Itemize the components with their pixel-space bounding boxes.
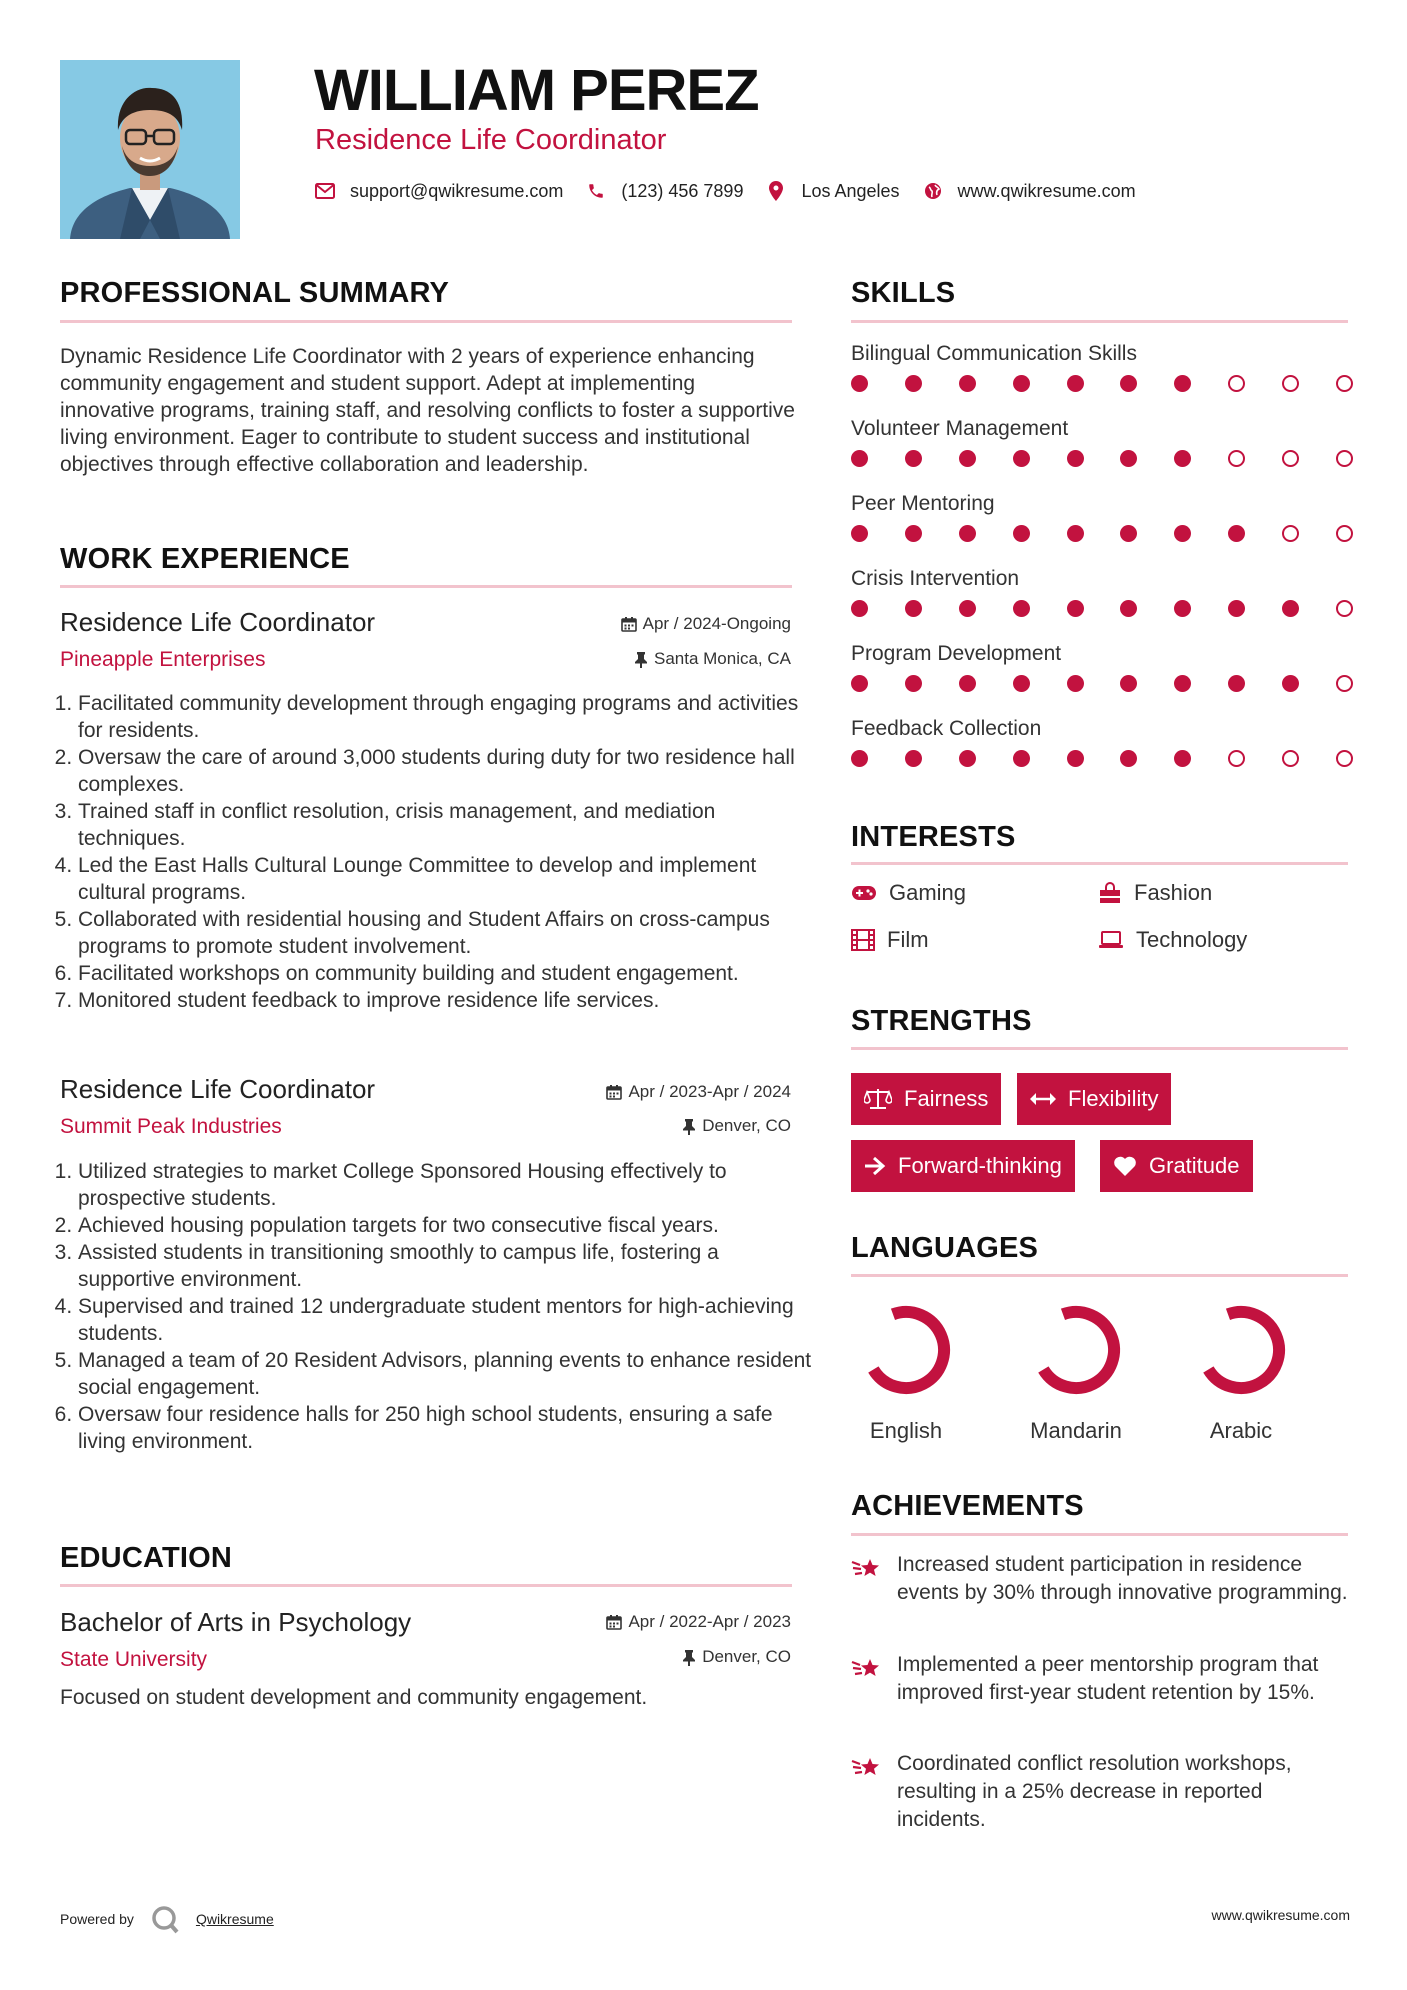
rating-dot-filled: [959, 600, 976, 617]
rating-dot-filled: [1067, 600, 1084, 617]
arrow-right-icon: [864, 1156, 886, 1176]
globe-icon: [922, 180, 944, 202]
profile-photo: [60, 60, 240, 239]
list-item: 6. Oversaw four residence halls for 250 high school students, ensuring a safe living environment.: [78, 1401, 813, 1455]
rating-dot-filled: [1013, 600, 1030, 617]
rating-dot-empty: [1282, 750, 1299, 767]
strength-tag: Fairness: [851, 1073, 1001, 1125]
heart-icon: [1113, 1155, 1137, 1177]
rating-dot-filled: [851, 750, 868, 767]
job-date: Apr / 2024-Ongoing: [450, 614, 791, 634]
summary-divider: [60, 320, 792, 323]
rating-dot-empty: [1336, 750, 1353, 767]
rating-dot-empty: [1228, 375, 1245, 392]
achievement-item: Implemented a peer mentorship program that improved first-year student retention by 15%.: [851, 1651, 1351, 1707]
rating-dot-filled: [959, 750, 976, 767]
laptop-icon: [1098, 930, 1124, 950]
achievements-heading: ACHIEVEMENTS: [851, 1490, 1084, 1522]
rating-dot-filled: [1282, 600, 1299, 617]
rating-dot-filled: [1120, 450, 1137, 467]
calendar-icon: [621, 616, 637, 632]
education-degree: Bachelor of Arts in Psychology: [60, 1607, 412, 1637]
languages-divider: [851, 1274, 1348, 1277]
education-description: Focused on student development and community engagement.: [60, 1686, 648, 1709]
rating-dot-filled: [1013, 375, 1030, 392]
rating-dot-filled: [851, 675, 868, 692]
shooting-star-icon: [851, 1653, 881, 1683]
map-pin-icon: [765, 180, 787, 202]
skill-row: [851, 565, 1353, 640]
skill-rating: [851, 525, 1353, 542]
rating-dot-filled: [1013, 450, 1030, 467]
list-item: 7. Monitored student feedback to improve residence life services.: [78, 987, 813, 1014]
list-item: 2. Achieved housing population targets for two consecutive fiscal years.: [78, 1212, 813, 1239]
rating-dot-filled: [1067, 375, 1084, 392]
candidate-title: Residence Life Coordinator: [315, 124, 667, 156]
strengths-divider: [851, 1047, 1348, 1050]
job-location: Santa Monica, CA: [450, 649, 791, 669]
skill-name: Bilingual Communication Skills: [851, 342, 1137, 365]
interests-heading: INTERESTS: [851, 821, 1016, 853]
rating-dot-filled: [1067, 450, 1084, 467]
summary-heading: PROFESSIONAL SUMMARY: [60, 277, 450, 309]
rating-dot-empty: [1336, 525, 1353, 542]
interest-film: Film: [851, 927, 929, 953]
rating-dot-filled: [959, 375, 976, 392]
list-item: 2. Oversaw the care of around 3,000 students during duty for two residence hall complexes.: [78, 744, 813, 798]
rating-dot-filled: [851, 375, 868, 392]
footer-brand: [60, 1904, 274, 1934]
qwikresume-logo-icon: [150, 1904, 180, 1934]
skill-name: Peer Mentoring: [851, 492, 995, 515]
language-ring-arc: [1208, 1312, 1279, 1388]
skill-row: [851, 490, 1353, 565]
rating-dot-filled: [905, 525, 922, 542]
arrows-horizontal-icon: [1030, 1092, 1056, 1106]
language-ring-arc: [1043, 1312, 1114, 1388]
education-location: Denver, CO: [450, 1647, 791, 1667]
language-arabic: Arabic: [1176, 1300, 1306, 1444]
rating-dot-filled: [1174, 600, 1191, 617]
job-title: Residence Life Coordinator: [60, 1074, 376, 1104]
brand-link[interactable]: Qwikresume: [195, 1911, 274, 1927]
skill-row: [851, 715, 1353, 790]
strength-tag: Flexibility: [1017, 1073, 1171, 1125]
skill-name: Program Development: [851, 642, 1062, 665]
rating-dot-filled: [1228, 600, 1245, 617]
skills-list: [851, 340, 1353, 790]
list-item: 1. Facilitated community development through engaging programs and activities for residents.: [78, 690, 813, 744]
rating-dot-filled: [1013, 675, 1030, 692]
film-icon: [851, 929, 875, 951]
rating-dot-filled: [1228, 675, 1245, 692]
rating-dot-filled: [1174, 675, 1191, 692]
skill-rating: [851, 450, 1353, 467]
experience-heading: WORK EXPERIENCE: [60, 543, 350, 575]
interest-technology: Technology: [1098, 927, 1247, 953]
pushpin-icon: [682, 1649, 696, 1666]
rating-dot-filled: [905, 675, 922, 692]
rating-dot-filled: [1174, 450, 1191, 467]
phone-icon: [585, 180, 607, 202]
rating-dot-filled: [1228, 525, 1245, 542]
strength-tag: Gratitude: [1100, 1140, 1253, 1192]
skill-row: [851, 340, 1353, 415]
rating-dot-filled: [1120, 675, 1137, 692]
job-location: Denver, CO: [450, 1116, 791, 1136]
list-item: 5. Collaborated with residential housing and Student Affairs on cross-campus programs to promote student involvement.: [78, 906, 813, 960]
rating-dot-empty: [1336, 600, 1353, 617]
summary-text: Dynamic Residence Life Coordinator with 2 years of experience enhancing community engagement and student support. Adept at implementing innovative programs, training staff, and resolving conflicts to foster a supportive living environment. Eager to contribute to student success and institutional objectives through effective collaboration and leadership.: [60, 345, 795, 476]
rating-dot-filled: [1120, 375, 1137, 392]
rating-dot-filled: [1067, 675, 1084, 692]
rating-dot-filled: [1120, 600, 1137, 617]
powered-by-label: Powered by: [60, 1911, 134, 1927]
rating-dot-filled: [851, 525, 868, 542]
rating-dot-filled: [1120, 525, 1137, 542]
list-item: 4. Led the East Halls Cultural Lounge Committee to develop and implement cultural programs.: [78, 852, 813, 906]
achievement-item: Increased student participation in residence events by 30% through innovative programming.: [851, 1551, 1351, 1607]
education-heading: EDUCATION: [60, 1542, 233, 1574]
rating-dot-filled: [1013, 750, 1030, 767]
interest-gaming: Gaming: [851, 880, 966, 906]
rating-dot-filled: [1174, 750, 1191, 767]
rating-dot-filled: [1067, 750, 1084, 767]
rating-dot-filled: [851, 600, 868, 617]
envelope-icon: [314, 180, 336, 202]
achievements-divider: [851, 1533, 1348, 1536]
contact-phone[interactable]: (123) 456 7899: [621, 180, 744, 201]
rating-dot-filled: [905, 600, 922, 617]
rating-dot-filled: [1174, 525, 1191, 542]
language-ring: [1191, 1300, 1291, 1400]
rating-dot-filled: [1013, 525, 1030, 542]
list-item: 3. Assisted students in transitioning smoothly to campus life, fostering a supportive environment.: [78, 1239, 813, 1293]
rating-dot-filled: [851, 450, 868, 467]
rating-dot-filled: [959, 525, 976, 542]
rating-dot-empty: [1282, 375, 1299, 392]
pushpin-icon: [682, 1118, 696, 1135]
strength-tag: Forward-thinking: [851, 1140, 1075, 1192]
calendar-icon: [606, 1614, 622, 1630]
gamepad-icon: [851, 884, 877, 902]
rating-dot-filled: [1120, 750, 1137, 767]
skills-divider: [851, 320, 1348, 323]
skills-heading: SKILLS: [851, 277, 956, 309]
rating-dot-filled: [959, 675, 976, 692]
contact-bar: [314, 176, 1158, 206]
rating-dot-filled: [959, 450, 976, 467]
job-company: Summit Peak Industries: [60, 1115, 282, 1138]
language-english: English: [841, 1300, 971, 1444]
strengths-heading: STRENGTHS: [851, 1005, 1032, 1037]
interests-divider: [851, 862, 1348, 865]
rating-dot-filled: [1174, 375, 1191, 392]
footer-url[interactable]: www.qwikresume.com: [1211, 1907, 1350, 1923]
language-ring: [1026, 1300, 1126, 1400]
skill-rating: [851, 600, 1353, 617]
education-school: State University: [60, 1648, 208, 1671]
achievement-item: Coordinated conflict resolution workshops, resulting in a 25% decrease in reported incidents.: [851, 1750, 1351, 1834]
calendar-icon: [606, 1084, 622, 1100]
rating-dot-empty: [1228, 750, 1245, 767]
rating-dot-empty: [1336, 375, 1353, 392]
contact-location: Los Angeles: [801, 180, 900, 201]
skill-rating: [851, 675, 1353, 692]
skill-rating: [851, 750, 1353, 767]
language-mandarin: Mandarin: [1011, 1300, 1141, 1444]
rating-dot-empty: [1336, 450, 1353, 467]
job-company: Pineapple Enterprises: [60, 648, 266, 671]
job-date: Apr / 2023-Apr / 2024: [450, 1082, 791, 1102]
job-bullets: [60, 690, 813, 1014]
interest-fashion: Fashion: [1098, 880, 1212, 906]
rating-dot-filled: [1282, 675, 1299, 692]
list-item: 3. Trained staff in conflict resolution, crisis management, and mediation techniques.: [78, 798, 813, 852]
experience-divider: [60, 585, 792, 588]
job-title: Residence Life Coordinator: [60, 607, 376, 637]
rating-dot-filled: [905, 750, 922, 767]
education-divider: [60, 1584, 792, 1587]
rating-dot-empty: [1336, 675, 1353, 692]
languages-heading: LANGUAGES: [851, 1232, 1039, 1264]
skill-row: [851, 415, 1353, 490]
shooting-star-icon: [851, 1752, 881, 1782]
contact-email[interactable]: support@qwikresume.com: [350, 180, 564, 201]
list-item: 5. Managed a team of 20 Resident Advisors, planning events to enhance resident social engagement.: [78, 1347, 813, 1401]
rating-dot-empty: [1228, 450, 1245, 467]
skill-name: Crisis Intervention: [851, 567, 1020, 590]
list-item: 6. Facilitated workshops on community building and student engagement.: [78, 960, 813, 987]
language-ring: [856, 1300, 956, 1400]
pushpin-icon: [634, 651, 648, 668]
shooting-star-icon: [851, 1553, 881, 1583]
list-item: 4. Supervised and trained 12 undergraduate student mentors for high-achieving students.: [78, 1293, 813, 1347]
rating-dot-filled: [905, 375, 922, 392]
balance-scale-icon: [864, 1088, 892, 1110]
rating-dot-empty: [1282, 525, 1299, 542]
job-bullets: [60, 1158, 813, 1455]
skill-row: [851, 640, 1353, 715]
rating-dot-empty: [1282, 450, 1299, 467]
list-item: 1. Utilized strategies to market College Sponsored Housing effectively to prospective students.: [78, 1158, 813, 1212]
rating-dot-filled: [905, 450, 922, 467]
candidate-name: WILLIAM PEREZ: [314, 58, 759, 123]
skill-name: Volunteer Management: [851, 417, 1069, 440]
skill-name: Feedback Collection: [851, 717, 1042, 740]
rating-dot-filled: [1067, 525, 1084, 542]
skill-rating: [851, 375, 1353, 392]
shopping-bag-icon: [1098, 881, 1122, 905]
education-date: Apr / 2022-Apr / 2023: [450, 1612, 791, 1632]
language-ring-arc: [873, 1312, 944, 1388]
contact-website[interactable]: www.qwikresume.com: [957, 180, 1136, 201]
